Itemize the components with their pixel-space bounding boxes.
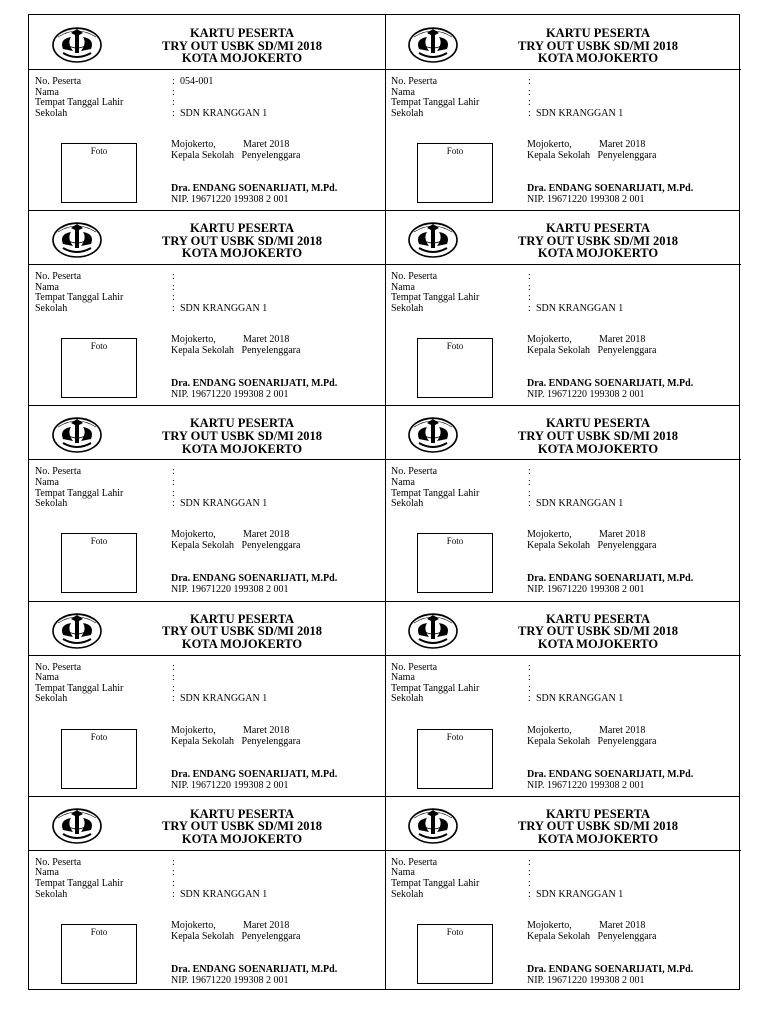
place-date: Maret 2018 [243, 139, 290, 150]
signer-name: Dra. ENDANG SOENARIJATI, M.Pd. [171, 768, 338, 780]
place-date-block [527, 529, 656, 551]
tut-wuri-handayani-logo-icon [405, 802, 461, 846]
field-colon: : [528, 672, 531, 684]
signer-role: Kepala Sekolah Penyelenggara [171, 930, 301, 942]
field-colon: : [172, 76, 175, 87]
signature-block [527, 378, 693, 400]
field-colon: : [172, 302, 175, 314]
card-title-line-1: KARTU PESERTA [545, 221, 651, 236]
field-colon: : [528, 302, 531, 314]
card-title-line-1: KARTU PESERTA [189, 806, 295, 821]
field-colon: : [528, 292, 531, 304]
card-title-line-1: KARTU PESERTA [545, 416, 651, 431]
signer-name: Dra. ENDANG SOENARIJATI, M.Pd. [527, 378, 694, 390]
field-value: 054-001 [180, 76, 214, 87]
signer-role: Kepala Sekolah Penyelenggara [171, 735, 301, 747]
photo-box [417, 338, 493, 398]
place-city: Mojokerto, [527, 334, 572, 346]
place-date-block [171, 725, 300, 747]
place-city: Mojokerto, [527, 724, 572, 736]
signer-name: Dra. ENDANG SOENARIJATI, M.Pd. [527, 573, 694, 585]
participant-card [29, 601, 385, 796]
card-title-line-1: KARTU PESERTA [545, 26, 651, 40]
card-title [99, 613, 385, 651]
field-colon: : [528, 86, 531, 98]
photo-box [417, 729, 493, 789]
field-value: SDN KRANGGAN 1 [536, 498, 624, 510]
card-title-line-2: TRY OUT USBK SD/MI 2018 [161, 428, 322, 443]
photo-box [417, 924, 493, 984]
field-colon: : [528, 661, 531, 673]
participant-card [385, 796, 741, 991]
card-sheet [28, 14, 740, 990]
signer-nip: NIP. 19671220 199308 2 001 [171, 389, 289, 401]
photo-label: Foto [446, 536, 464, 547]
signer-name: Dra. ENDANG SOENARIJATI, M.Pd. [527, 768, 694, 780]
card-title [99, 808, 385, 846]
field-label: Nama [35, 281, 59, 293]
field-label: No. Peserta [35, 271, 82, 283]
signer-nip: NIP. 19671220 199308 2 001 [171, 584, 289, 596]
signer-name: Dra. ENDANG SOENARIJATI, M.Pd. [171, 963, 338, 975]
field-label: Nama [391, 281, 415, 293]
field-colon: : [172, 877, 175, 889]
participant-card [29, 210, 385, 405]
field-label: No. Peserta [35, 76, 82, 87]
field-colon: : [172, 476, 175, 488]
photo-label: Foto [446, 731, 464, 742]
photo-label: Foto [90, 926, 108, 937]
photo-box [61, 533, 137, 593]
field-colon: : [528, 281, 531, 293]
header-rule [385, 264, 741, 265]
card-title-line-1: KARTU PESERTA [189, 611, 295, 626]
place-date-block [527, 920, 656, 942]
place-date-block [527, 334, 656, 356]
signer-nip: NIP. 19671220 199308 2 001 [171, 194, 289, 205]
signer-name: Dra. ENDANG SOENARIJATI, M.Pd. [527, 963, 694, 975]
field-label: Tempat Tanggal Lahir [35, 97, 124, 109]
field-value: SDN KRANGGAN 1 [536, 888, 624, 900]
signer-nip: NIP. 19671220 199308 2 001 [527, 584, 645, 596]
card-title-line-2: TRY OUT USBK SD/MI 2018 [517, 38, 678, 53]
photo-box [417, 533, 493, 593]
field-label: Sekolah [391, 693, 424, 705]
place-date: Maret 2018 [599, 919, 646, 931]
card-title-line-1: KARTU PESERTA [189, 26, 295, 40]
field-colon: : [172, 867, 175, 879]
field-colon: : [172, 466, 175, 478]
tut-wuri-handayani-logo-icon [405, 21, 461, 65]
signer-role: Kepala Sekolah Penyelenggara [527, 540, 657, 552]
photo-label: Foto [446, 146, 464, 156]
field-label: No. Peserta [391, 466, 438, 478]
field-colon: : [172, 661, 175, 673]
card-title-line-3: KOTA MOJOKERTO [181, 441, 303, 456]
field-colon: : [172, 888, 175, 900]
card-title-line-3: KOTA MOJOKERTO [181, 51, 303, 66]
field-value: SDN KRANGGAN 1 [536, 693, 624, 705]
tut-wuri-handayani-logo-icon [49, 607, 105, 651]
field-value: SDN KRANGGAN 1 [180, 888, 268, 900]
signer-name: Dra. ENDANG SOENARIJATI, M.Pd. [171, 573, 338, 585]
field-colon: : [172, 693, 175, 705]
field-colon: : [172, 107, 175, 119]
field-colon: : [172, 682, 175, 694]
place-date-block [527, 139, 656, 161]
card-title-line-2: TRY OUT USBK SD/MI 2018 [517, 819, 678, 834]
place-date: Maret 2018 [243, 724, 290, 736]
field-label: Tempat Tanggal Lahir [391, 97, 480, 109]
card-title [455, 222, 741, 260]
field-value: SDN KRANGGAN 1 [536, 302, 624, 314]
place-date: Maret 2018 [599, 529, 646, 541]
field-label: Nama [391, 86, 415, 98]
field-value: SDN KRANGGAN 1 [180, 498, 268, 510]
card-title-line-3: KOTA MOJOKERTO [181, 831, 303, 846]
participant-card [385, 15, 741, 210]
card-title-line-3: KOTA MOJOKERTO [537, 831, 659, 846]
place-city: Mojokerto, [171, 529, 216, 541]
card-title-line-2: TRY OUT USBK SD/MI 2018 [517, 624, 678, 639]
card-title-line-3: KOTA MOJOKERTO [181, 246, 303, 261]
field-label: Tempat Tanggal Lahir [35, 877, 124, 889]
field-label: Nama [35, 672, 59, 684]
field-label: Sekolah [35, 693, 68, 705]
signer-nip: NIP. 19671220 199308 2 001 [527, 974, 645, 986]
field-label: Tempat Tanggal Lahir [35, 292, 124, 304]
photo-label: Foto [90, 146, 108, 156]
place-city: Mojokerto, [527, 529, 572, 541]
signature-block [527, 573, 693, 595]
card-title [99, 222, 385, 260]
field-colon: : [172, 97, 175, 109]
photo-label: Foto [446, 341, 464, 352]
field-value: SDN KRANGGAN 1 [180, 693, 268, 705]
field-colon: : [528, 476, 531, 488]
card-title-line-3: KOTA MOJOKERTO [181, 636, 303, 651]
place-date-block [527, 725, 656, 747]
tut-wuri-handayani-logo-icon [405, 411, 461, 455]
field-colon: : [528, 682, 531, 694]
photo-label: Foto [90, 341, 108, 352]
field-colon: : [172, 856, 175, 868]
field-colon: : [528, 76, 531, 87]
field-colon: : [528, 107, 531, 119]
participant-card [29, 796, 385, 991]
header-rule [29, 264, 385, 265]
field-label: Sekolah [35, 498, 68, 510]
field-label: Tempat Tanggal Lahir [391, 487, 480, 499]
field-label: Nama [391, 476, 415, 488]
place-city: Mojokerto, [527, 919, 572, 931]
card-title-line-3: KOTA MOJOKERTO [537, 51, 659, 66]
signature-block [171, 183, 337, 205]
place-date-block [171, 139, 300, 161]
header-rule [385, 850, 741, 851]
header-rule [29, 655, 385, 656]
place-date-block [171, 920, 300, 942]
signature-block [527, 964, 693, 986]
field-colon: : [172, 281, 175, 293]
signer-name: Dra. ENDANG SOENARIJATI, M.Pd. [171, 378, 338, 390]
field-label: No. Peserta [35, 661, 82, 673]
field-label: No. Peserta [391, 271, 438, 283]
field-label: Sekolah [391, 888, 424, 900]
header-rule [29, 459, 385, 460]
field-colon: : [172, 498, 175, 510]
place-date: Maret 2018 [599, 724, 646, 736]
field-label: No. Peserta [391, 76, 438, 87]
field-label: Nama [35, 867, 59, 879]
card-title-line-2: TRY OUT USBK SD/MI 2018 [161, 819, 322, 834]
field-value: SDN KRANGGAN 1 [536, 107, 624, 119]
field-label: No. Peserta [391, 856, 438, 868]
tut-wuri-handayani-logo-icon [49, 411, 105, 455]
field-colon: : [528, 97, 531, 109]
place-date-block [171, 529, 300, 551]
tut-wuri-handayani-logo-icon [405, 607, 461, 651]
place-city: Mojokerto, [171, 139, 216, 150]
card-title [99, 417, 385, 455]
signature-block [171, 769, 337, 791]
signature-block [527, 183, 693, 205]
field-label: No. Peserta [35, 856, 82, 868]
field-colon: : [528, 271, 531, 283]
card-title-line-2: TRY OUT USBK SD/MI 2018 [517, 428, 678, 443]
card-title-line-3: KOTA MOJOKERTO [537, 636, 659, 651]
place-city: Mojokerto, [171, 724, 216, 736]
field-colon: : [172, 292, 175, 304]
photo-box [61, 143, 137, 203]
signer-role: Kepala Sekolah Penyelenggara [527, 735, 657, 747]
place-date-block [171, 334, 300, 356]
photo-box [61, 729, 137, 789]
field-label: Nama [391, 867, 415, 879]
tut-wuri-handayani-logo-icon [405, 216, 461, 260]
place-date: Maret 2018 [599, 139, 646, 150]
header-rule [385, 459, 741, 460]
card-title-line-1: KARTU PESERTA [545, 806, 651, 821]
field-label: Tempat Tanggal Lahir [391, 292, 480, 304]
card-title-line-1: KARTU PESERTA [189, 221, 295, 236]
signature-block [527, 769, 693, 791]
field-label: Nama [391, 672, 415, 684]
photo-box [417, 143, 493, 203]
tut-wuri-handayani-logo-icon [49, 216, 105, 260]
place-city: Mojokerto, [171, 919, 216, 931]
field-label: No. Peserta [391, 661, 438, 673]
place-date: Maret 2018 [243, 334, 290, 346]
field-label: Tempat Tanggal Lahir [391, 877, 480, 889]
card-title-line-2: TRY OUT USBK SD/MI 2018 [161, 624, 322, 639]
signer-name: Dra. ENDANG SOENARIJATI, M.Pd. [171, 183, 338, 194]
field-colon: : [528, 888, 531, 900]
field-label: Nama [35, 86, 59, 98]
signer-role: Kepala Sekolah Penyelenggara [171, 150, 301, 161]
field-colon: : [172, 271, 175, 283]
card-title-line-3: KOTA MOJOKERTO [537, 246, 659, 261]
card-title [99, 27, 385, 65]
signer-nip: NIP. 19671220 199308 2 001 [527, 389, 645, 401]
field-colon: : [172, 487, 175, 499]
field-label: Sekolah [391, 498, 424, 510]
card-title [455, 808, 741, 846]
photo-label: Foto [446, 926, 464, 937]
field-colon: : [528, 856, 531, 868]
field-colon: : [528, 487, 531, 499]
field-colon: : [172, 672, 175, 684]
header-rule [29, 850, 385, 851]
field-label: Tempat Tanggal Lahir [35, 487, 124, 499]
header-rule [29, 69, 385, 70]
signer-role: Kepala Sekolah Penyelenggara [527, 930, 657, 942]
field-label: Sekolah [35, 302, 68, 314]
field-colon: : [172, 86, 175, 98]
signer-role: Kepala Sekolah Penyelenggara [527, 150, 657, 161]
place-date: Maret 2018 [599, 334, 646, 346]
card-title-line-2: TRY OUT USBK SD/MI 2018 [161, 233, 322, 248]
field-colon: : [528, 877, 531, 889]
header-rule [385, 69, 741, 70]
participant-card [29, 405, 385, 600]
field-colon: : [528, 498, 531, 510]
field-label: Sekolah [35, 107, 68, 119]
participant-card [385, 405, 741, 600]
card-title-line-3: KOTA MOJOKERTO [537, 441, 659, 456]
card-title [455, 27, 741, 65]
tut-wuri-handayani-logo-icon [49, 802, 105, 846]
field-label: Sekolah [391, 107, 424, 119]
field-colon: : [528, 466, 531, 478]
card-title-line-1: KARTU PESERTA [545, 611, 651, 626]
signer-role: Kepala Sekolah Penyelenggara [171, 345, 301, 357]
participant-card [385, 601, 741, 796]
field-label: No. Peserta [35, 466, 82, 478]
card-title-line-1: KARTU PESERTA [189, 416, 295, 431]
field-label: Tempat Tanggal Lahir [35, 682, 124, 694]
place-date: Maret 2018 [243, 919, 290, 931]
card-title [455, 613, 741, 651]
signer-nip: NIP. 19671220 199308 2 001 [527, 194, 645, 205]
tut-wuri-handayani-logo-icon [49, 21, 105, 65]
place-date: Maret 2018 [243, 529, 290, 541]
field-label: Nama [35, 476, 59, 488]
place-city: Mojokerto, [171, 334, 216, 346]
field-colon: : [528, 867, 531, 879]
participant-card [385, 210, 741, 405]
field-label: Tempat Tanggal Lahir [391, 682, 480, 694]
field-value: SDN KRANGGAN 1 [180, 107, 268, 119]
field-label: Sekolah [35, 888, 68, 900]
photo-box [61, 338, 137, 398]
signature-block [171, 964, 337, 986]
field-value: SDN KRANGGAN 1 [180, 302, 268, 314]
card-title [455, 417, 741, 455]
card-title-line-2: TRY OUT USBK SD/MI 2018 [161, 38, 322, 53]
signer-nip: NIP. 19671220 199308 2 001 [527, 779, 645, 791]
signer-name: Dra. ENDANG SOENARIJATI, M.Pd. [527, 183, 694, 194]
signature-block [171, 378, 337, 400]
signer-role: Kepala Sekolah Penyelenggara [527, 345, 657, 357]
signature-block [171, 573, 337, 595]
card-title-line-2: TRY OUT USBK SD/MI 2018 [517, 233, 678, 248]
signer-nip: NIP. 19671220 199308 2 001 [171, 779, 289, 791]
field-label: Sekolah [391, 302, 424, 314]
photo-box [61, 924, 137, 984]
signer-role: Kepala Sekolah Penyelenggara [171, 540, 301, 552]
header-rule [385, 655, 741, 656]
participant-card [29, 15, 385, 210]
place-city: Mojokerto, [527, 139, 572, 150]
field-colon: : [528, 693, 531, 705]
signer-nip: NIP. 19671220 199308 2 001 [171, 974, 289, 986]
photo-label: Foto [90, 536, 108, 547]
photo-label: Foto [90, 731, 108, 742]
